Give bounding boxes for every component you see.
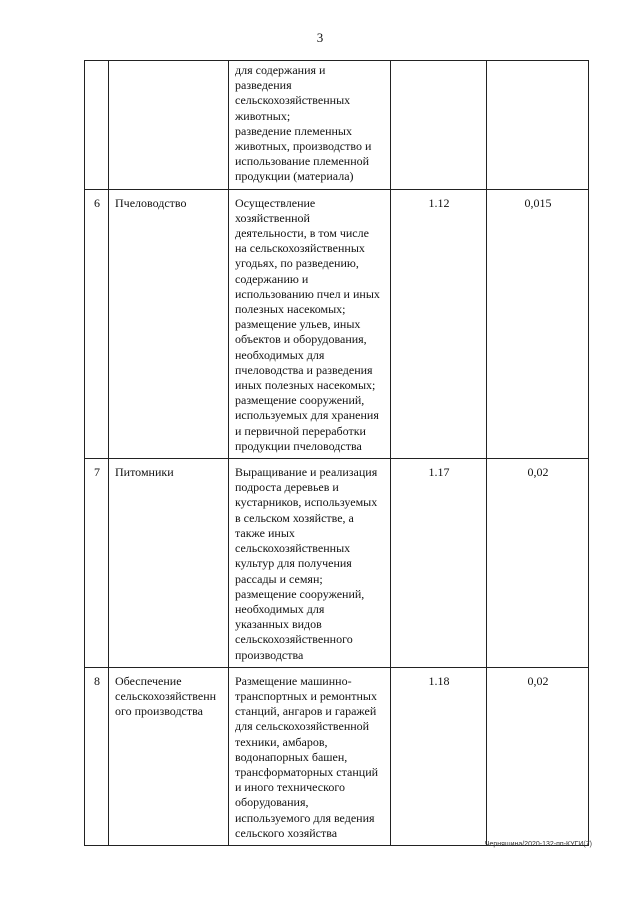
classifier-code: 1.18 bbox=[391, 667, 487, 845]
description-line: для сельскохозяйственной bbox=[235, 719, 370, 734]
description-line: разведение племенных bbox=[235, 123, 352, 138]
description-line: рассады и семян; bbox=[235, 571, 323, 586]
cell-code bbox=[391, 61, 487, 190]
description-line: станций, ангаров и гаражей bbox=[235, 704, 377, 719]
coefficient-value: 0,015 bbox=[487, 189, 589, 458]
page-number: 3 bbox=[316, 30, 324, 45]
coefficient-value: 0,02 bbox=[487, 667, 589, 845]
description-line: трансформаторных станций bbox=[235, 764, 379, 779]
land-use-name bbox=[109, 459, 229, 668]
description-line: угодьях, по разведению, bbox=[235, 256, 359, 271]
description-line: производства bbox=[235, 647, 304, 662]
land-use-name bbox=[109, 189, 229, 458]
row-number: 7 bbox=[85, 459, 109, 668]
land-use-description bbox=[229, 667, 391, 845]
cell-name bbox=[109, 61, 229, 190]
table-row bbox=[85, 459, 589, 668]
description-line: оборудования, bbox=[235, 795, 309, 810]
description-line: пчеловодства и разведения bbox=[235, 362, 373, 377]
classifier-code: 1.12 bbox=[391, 189, 487, 458]
description-line: водонапорных башен, bbox=[235, 749, 348, 764]
description-line: кустарников, используемых bbox=[235, 495, 378, 510]
description-line: также иных bbox=[235, 525, 295, 540]
description-line: хозяйственной bbox=[235, 210, 310, 225]
description-line: размещение ульев, иных bbox=[235, 317, 361, 332]
description-line: Размещение машинно- bbox=[235, 673, 352, 688]
description-line: Выращивание и реализация bbox=[235, 465, 378, 480]
description-line: культур для получения bbox=[235, 556, 352, 571]
cell-coefficient bbox=[487, 61, 589, 190]
cell-num bbox=[85, 61, 109, 190]
description-line: содержанию и bbox=[235, 271, 309, 286]
description-line: используемого для ведения bbox=[235, 810, 375, 825]
name-line: Пчеловодство bbox=[115, 195, 187, 210]
description-line: сельскохозяйственного bbox=[235, 632, 353, 647]
description-line: и первичной переработки bbox=[235, 423, 366, 438]
classifier-code: 1.17 bbox=[391, 459, 487, 668]
land-use-table bbox=[84, 60, 589, 846]
name-line: ого производства bbox=[115, 704, 203, 719]
description-line: сельскохозяйственных bbox=[235, 541, 351, 556]
row-number: 8 bbox=[85, 667, 109, 845]
description-line: необходимых для bbox=[235, 347, 325, 362]
description-line: продукции (материала) bbox=[235, 169, 354, 184]
description-line: животных, производство и bbox=[235, 139, 372, 154]
table-row bbox=[85, 189, 589, 458]
description-line: животных; bbox=[235, 108, 291, 123]
description-line: иных полезных насекомых; bbox=[235, 378, 376, 393]
table-row bbox=[85, 667, 589, 845]
description-line: используемых для хранения bbox=[235, 408, 379, 423]
description-line: размещение сооружений, bbox=[235, 393, 365, 408]
description-line: необходимых для bbox=[235, 601, 325, 616]
land-use-description bbox=[229, 459, 391, 668]
description-line: указанных видов bbox=[235, 617, 322, 632]
land-use-description bbox=[229, 189, 391, 458]
row-number: 6 bbox=[85, 189, 109, 458]
description-line: разведения bbox=[235, 78, 292, 93]
cell-description bbox=[229, 61, 391, 190]
description-line: размещение сооружений, bbox=[235, 586, 365, 601]
document-reference: Черняшина/2020-132-пп-КУГИ(7) bbox=[484, 841, 592, 848]
land-use-name bbox=[109, 667, 229, 845]
coefficient-value: 0,02 bbox=[487, 459, 589, 668]
description-line: подроста деревьев и bbox=[235, 480, 339, 495]
name-line: Обеспечение bbox=[115, 673, 182, 688]
description-line: сельского хозяйства bbox=[235, 825, 338, 840]
name-line: сельскохозяйственн bbox=[115, 688, 217, 703]
description-line: сельскохозяйственных bbox=[235, 93, 351, 108]
description-line: техники, амбаров, bbox=[235, 734, 328, 749]
description-line: продукции пчеловодства bbox=[235, 438, 362, 453]
name-line: Питомники bbox=[115, 465, 174, 480]
description-line: деятельности, в том числе bbox=[235, 226, 369, 241]
description-line: Осуществление bbox=[235, 195, 316, 210]
description-line: для содержания и bbox=[235, 63, 326, 77]
description-line: объектов и оборудования, bbox=[235, 332, 367, 347]
description-line: полезных насекомых; bbox=[235, 302, 346, 317]
description-line: и иного технического bbox=[235, 780, 345, 795]
description-line: транспортных и ремонтных bbox=[235, 688, 377, 703]
description-line: использованию пчел и иных bbox=[235, 286, 380, 301]
description-line: использование племенной bbox=[235, 154, 370, 169]
description-line: на сельскохозяйственных bbox=[235, 241, 365, 256]
table-row-continuation bbox=[85, 61, 589, 190]
description-line: в сельском хозяйстве, а bbox=[235, 510, 354, 525]
